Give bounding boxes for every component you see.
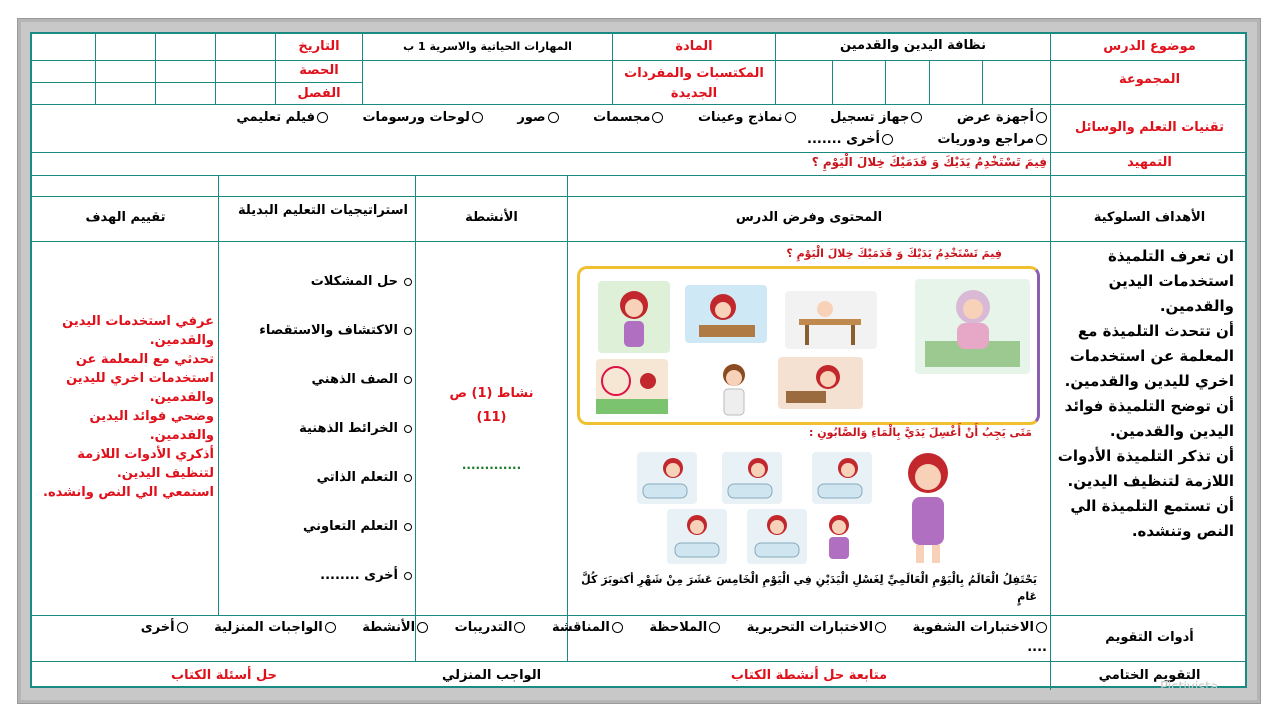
tool-option[interactable]: جهاز تسجيل [830, 110, 922, 125]
evaluation-list [38, 312, 214, 502]
content-footer-text: يَحْتَفِلُ الْعَالَمُ بِالْيَوْمِ الْعَالَمِيِّ لِغَسْلِ الْيَدَيْنِ فِي الْيَوْمِ الْخَامِسَ عَشَرَ مِنْ شَهْرِ أكتوبَرَ كُلَّ عَامٍ [581, 573, 1037, 603]
tool-option[interactable]: أخرى ....... [807, 132, 893, 147]
assessment-option[interactable]: أخرى [141, 620, 188, 635]
strategies-header: استراتيجيات التعليم البديلة [238, 203, 408, 218]
evaluation-item: استمعي الي النص وانشده. [43, 485, 214, 500]
assessment-option[interactable]: التدريبات [455, 620, 526, 635]
assessment-options [52, 620, 1047, 635]
fair-illustration [596, 359, 668, 414]
group-label: المجموعة [1118, 72, 1181, 87]
closing-followup: متابعة حل أنشطة الكتاب [730, 668, 888, 683]
objective-item: ان تعرف التلميذة استخدمات اليدين والقدمين. [1108, 247, 1234, 315]
strategy-item[interactable]: الصف الذهني [222, 372, 412, 387]
evaluation-item: أذكري الأدوات اللازمة لتنظيف اليدين. [77, 447, 214, 481]
class-label: الفصل [297, 86, 341, 101]
tool-option[interactable]: مجسمات [593, 110, 663, 125]
strategy-item[interactable]: التعلم الذاتي [222, 470, 412, 485]
objectives-list [1054, 244, 1234, 544]
gains-label: المكتسبات والمفردات الجديدة [624, 66, 764, 101]
objective-item: أن تستمع التلميذة الي النص وتنشده. [1070, 497, 1234, 540]
evaluation-header: تقييم الهدف [85, 210, 166, 225]
tool-option[interactable]: مراجع ودوريات [937, 132, 1047, 147]
content-illustration-top [577, 266, 1040, 425]
tools-row1 [52, 110, 1047, 125]
assessment-option[interactable]: الملاحظة [649, 620, 720, 635]
girl-eating-illustration [817, 509, 862, 564]
subject-label: موضوع الدرس [1103, 39, 1196, 54]
tools-row2 [532, 132, 1047, 147]
content-illustration-bottom [627, 447, 967, 572]
activities-header: الأنشطة [465, 210, 518, 225]
girl-cooking-illustration [778, 357, 863, 409]
objective-item: أن توضح التلميذة فوائد اليدين والقدمين. [1064, 397, 1234, 440]
girl-praying-illustration [915, 279, 1030, 374]
date-label: التاريخ [298, 39, 340, 54]
boy-illustration [708, 357, 760, 419]
activity-page: (11) [476, 410, 507, 425]
objective-item: أن تتحدث التلميذة مع المعلمة عن استخدمات اخري لليدين والقدمين. [1064, 322, 1234, 390]
strategy-item[interactable]: الاكتشاف والاستقصاء [222, 323, 412, 338]
desk-illustration [785, 291, 877, 349]
wash-question: مَتَى يَجِبُ أَنْ أَغْسِلَ يَدَيَّ بِالْمَاءِ وَالصَّابُونِ : [808, 426, 1032, 439]
assessment-extra: .... [1027, 640, 1047, 655]
content-question: فِيمَ تَسْتَخْدِمُ يَدَيْكَ وَ قَدَمَيْكَ خِلالَ الْيَوْمِ ؟ [786, 247, 1002, 260]
activity-dots: ............. [461, 458, 522, 472]
tool-option[interactable]: أجهزة عرض [957, 110, 1047, 125]
evaluation-item: تحدثي مع المعلمة عن استخدمات اخري لليدين والقدمين. [66, 352, 214, 405]
closing-label: التقويم الختامي [1098, 668, 1201, 683]
assessment-option[interactable]: الواجبات المنزلية [214, 620, 336, 635]
tools-label: تقنيات التعلم والوسائل [1074, 120, 1225, 135]
strategies-list [222, 254, 412, 609]
girl-writing-illustration [685, 285, 767, 343]
strategy-item[interactable]: الخرائط الذهنية [222, 421, 412, 436]
tool-option[interactable]: لوحات ورسومات [362, 110, 482, 125]
intro-label: التمهيد [1127, 155, 1172, 170]
tool-option[interactable]: صور [517, 110, 558, 125]
evaluation-item: عرفي استخدمات اليدين والقدمين. [62, 314, 214, 348]
activity-label: نشاط (1) ص [449, 386, 534, 401]
strategy-item[interactable]: حل المشكلات [222, 274, 412, 289]
period-label: الحصة [299, 63, 339, 78]
tool-option[interactable]: نماذج وعينات [698, 110, 796, 125]
assessment-option[interactable]: الاختبارات التحريرية [747, 620, 886, 635]
content-header: المحتوى وفرض الدرس [735, 210, 883, 225]
handwash-illustration [812, 452, 872, 504]
assessment-option[interactable]: المناقشة [552, 620, 623, 635]
handwash-illustration [667, 509, 727, 564]
intro-question: فِيمَ تَسْتَخْدِمُ يَدَيْكَ وَ قَدَمَيْكَ خِلالَ الْيَوْمِ ؟ [811, 155, 1047, 169]
homework-value: حل أسئلة الكتاب [171, 668, 277, 683]
handwash-illustration [747, 509, 807, 564]
watermark: Pictivista [1160, 680, 1219, 695]
handwash-illustration [637, 452, 697, 504]
objectives-header: الأهداف السلوكية [1093, 210, 1206, 225]
assessment-option[interactable]: الاختبارات الشفوية [913, 620, 1047, 635]
assessment-label: أدوات التقويم [1105, 630, 1194, 645]
assessment-option[interactable]: الأنشطة [362, 620, 428, 635]
material-label: المادة [675, 39, 713, 54]
objective-item: أن تذكر التلميذة الأدوات اللازمة لتنظيف اليدين. [1057, 447, 1234, 490]
strategy-item[interactable]: التعلم التعاوني [222, 519, 412, 534]
strategy-item[interactable]: أخرى ........ [222, 568, 412, 583]
girl-standing-illustration [892, 447, 964, 567]
lesson-plan-sheet [30, 32, 1247, 688]
homework-label: الواجب المنزلي [441, 668, 542, 683]
handwash-illustration [722, 452, 782, 504]
tool-option[interactable]: فيلم تعليمي [236, 110, 328, 125]
evaluation-item: وضحي فوائد اليدين والقدمين. [89, 409, 214, 443]
girl-illustration [598, 281, 670, 353]
subject-value: نظافة اليدين والقدمين [840, 38, 986, 53]
material-value: المهارات الحياتية والاسرية 1 ب [403, 40, 572, 53]
